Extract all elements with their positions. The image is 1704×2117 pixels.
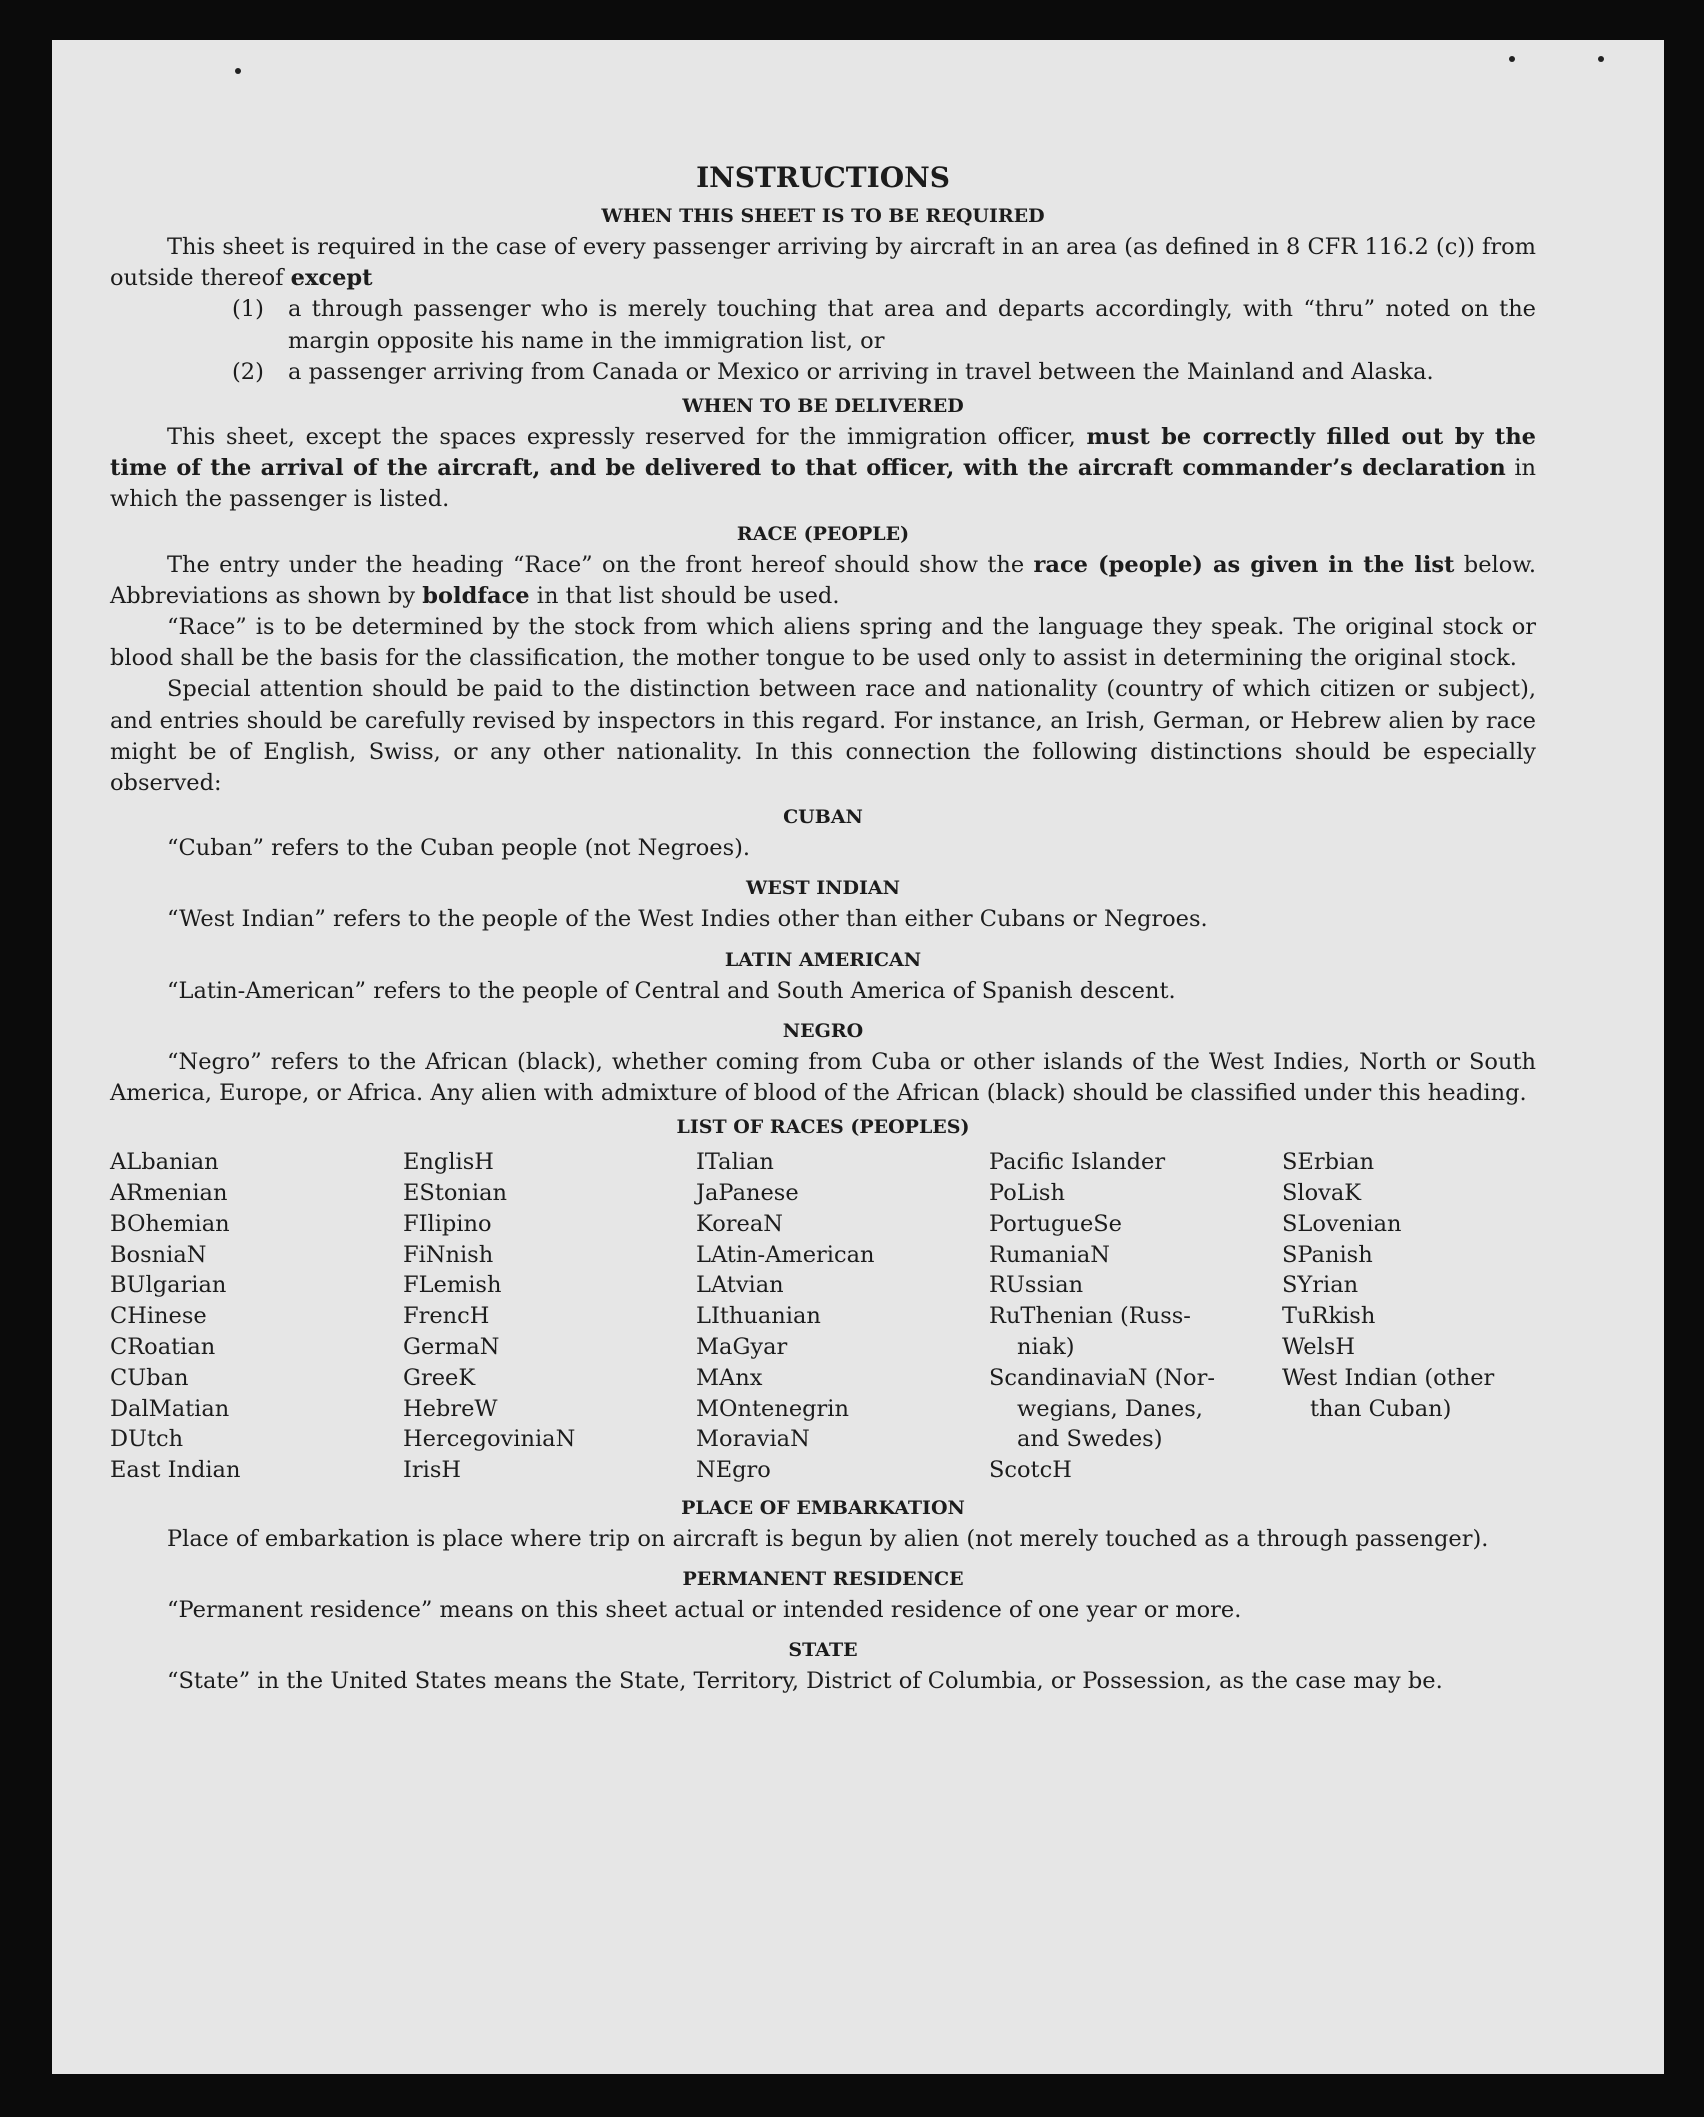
paragraph-residence: “Permanent residence” means on this sheet actual or intended residence of one year or more.	[167, 1597, 1242, 1624]
race-entry: GermaN	[403, 1334, 500, 1361]
race-entry: PoLish	[989, 1180, 1065, 1207]
paragraph-embarkation: Place of embarkation is place where trip on aircraft is begun by alien (not merely touched as a through passenger).	[167, 1526, 1489, 1553]
heading-when-required: WHEN THIS SHEET IS TO BE REQUIRED	[601, 205, 1045, 227]
race-entry: West Indian (other	[1282, 1364, 1495, 1391]
race-entry-continuation	[989, 1394, 1282, 1425]
delivered-text-end: in which the passenger is listed.	[110, 455, 1537, 513]
race-entry: IrisH	[403, 1457, 462, 1484]
heading-cuban: CUBAN	[783, 806, 863, 829]
paragraph-cuban: “Cuban” refers to the Cuban people (not Negroes).	[167, 835, 751, 862]
race-entry: SLovenian	[1282, 1210, 1402, 1237]
continuation-text: and Swedes)	[1017, 1426, 1163, 1453]
punch-mark	[1598, 56, 1604, 62]
heading-negro: NEGRO	[782, 1019, 864, 1042]
punch-mark	[235, 68, 241, 74]
race-bold: race (people) as given in the list	[1033, 551, 1455, 578]
race-entry: KoreaN	[696, 1210, 783, 1237]
list-text: a through passenger who is merely touching that area and departs accordingly, with “thru” noted on the margin opposite his name in the immigration list, or	[288, 296, 1536, 354]
continuation-text: than Cuban)	[1310, 1395, 1452, 1422]
race-entry: FIlipino	[403, 1210, 492, 1237]
race-text: in that list should be used.	[536, 582, 840, 609]
race-entry: MaGyar	[696, 1334, 788, 1361]
race-entry: RuThenian (Russ-	[989, 1303, 1191, 1330]
race-entry: LAtvian	[696, 1272, 784, 1299]
race-entry: JaPanese	[696, 1180, 799, 1207]
required-list-item	[110, 294, 1536, 356]
race-entry: ALbanian	[110, 1149, 219, 1176]
race-entry: HercegoviniaN	[403, 1426, 576, 1453]
delivered-text: This sheet, except the spaces expressly reserved for the immigration officer,	[167, 424, 1076, 451]
paragraph-race-3: Special attention should be paid to the distinction between race and nationality (country of which citizen or subject), and entries should be carefully revised by inspectors in this regard. For instance, an Irish, German, or Hebrew alien by race might be of English, Swiss, or any other nationality. In this connection the following distinctions should be especially observed:	[110, 676, 1536, 797]
race-entry: SlovaK	[1282, 1180, 1362, 1207]
race-entry: East Indian	[110, 1457, 241, 1484]
paragraph-latin-american: “Latin-American” refers to the people of Central and South America of Spanish descent.	[167, 977, 1176, 1004]
race-bold: boldface	[422, 582, 530, 609]
list-text: a passenger arriving from Canada or Mexico or arriving in travel between the Mainland and Alaska.	[288, 358, 1434, 385]
paragraph-delivered	[110, 422, 1536, 516]
race-entry: ITalian	[696, 1149, 774, 1176]
instructions-content	[110, 158, 1536, 1698]
race-entry: DalMatian	[110, 1395, 230, 1422]
race-entry: CRoatian	[110, 1334, 216, 1361]
heading-when-delivered: WHEN TO BE DELIVERED	[682, 395, 964, 418]
race-entry: BOhemian	[110, 1210, 230, 1237]
race-entry: WelsH	[1282, 1334, 1355, 1361]
race-entry: EnglisH	[403, 1149, 494, 1176]
continuation-text: niak)	[1017, 1334, 1075, 1361]
races-column	[989, 1147, 1282, 1486]
race-entry: MoraviaN	[696, 1426, 810, 1453]
race-entry: DUtch	[110, 1426, 184, 1453]
race-entry: ScotcH	[989, 1457, 1072, 1484]
race-entry: ARmenian	[110, 1180, 228, 1207]
heading-list-of-races: LIST OF RACES (PEOPLES)	[676, 1116, 970, 1139]
race-entry: MAnx	[696, 1364, 763, 1391]
races-column	[696, 1147, 989, 1486]
races-table	[110, 1147, 1536, 1486]
race-text: below. Abbreviations as shown by	[110, 551, 1536, 609]
race-entry: EStonian	[403, 1180, 508, 1207]
races-column	[1282, 1147, 1536, 1486]
races-column	[110, 1147, 403, 1486]
race-entry: GreeK	[403, 1364, 476, 1391]
race-entry: RumaniaN	[989, 1241, 1110, 1268]
race-entry-continuation	[989, 1332, 1282, 1363]
list-number: (1)	[232, 296, 264, 323]
races-column	[403, 1147, 696, 1486]
race-entry: FrencH	[403, 1303, 490, 1330]
race-entry: BUlgarian	[110, 1272, 227, 1299]
continuation-text: wegians, Danes,	[1017, 1395, 1203, 1422]
document-sheet	[52, 40, 1664, 2074]
paragraph-required-intro	[110, 232, 1536, 294]
paragraph-race-2: “Race” is to be determined by the stock from which aliens spring and the language they speak. The original stock or blood shall be the basis for the classification, the mother tongue to be used only to assist in determining the original stock.	[110, 614, 1536, 672]
heading-state: STATE	[788, 1639, 858, 1662]
heading-west-indian: WEST INDIAN	[745, 877, 901, 900]
race-entry: BosniaN	[110, 1241, 207, 1268]
race-entry: TuRkish	[1282, 1303, 1376, 1330]
race-entry: FiNnish	[403, 1241, 494, 1268]
heading-race: RACE (PEOPLE)	[736, 522, 910, 545]
race-entry: CUban	[110, 1364, 189, 1391]
required-intro-text: This sheet is required in the case of every passenger arriving by aircraft in an area (as defined in 8 CFR 116.2 (c)) from outside thereof	[110, 234, 1536, 292]
race-text: The entry under the heading “Race” on the front hereof should show the	[167, 551, 1025, 578]
heading-permanent-residence: PERMANENT RESIDENCE	[682, 1568, 964, 1591]
required-intro-bold: except	[290, 265, 373, 292]
race-entry: ScandinaviaN (Nor-	[989, 1364, 1215, 1391]
race-entry: MOntenegrin	[696, 1395, 849, 1422]
punch-mark	[1509, 56, 1515, 62]
race-entry: SYrian	[1282, 1272, 1359, 1299]
race-entry: HebreW	[403, 1395, 498, 1422]
race-entry: PortugueSe	[989, 1210, 1123, 1237]
race-entry-continuation	[989, 1424, 1282, 1455]
page-title: INSTRUCTIONS	[696, 161, 950, 194]
paragraph-west-indian: “West Indian” refers to the people of the West Indies other than either Cubans or Negroes.	[167, 906, 1208, 933]
race-entry: Pacific Islander	[989, 1149, 1166, 1176]
required-list-item	[110, 357, 1536, 388]
delivered-bold: must be correctly filled out by the time of the arrival of the aircraft, and be delivered to that officer, with the aircraft commander’s declaration	[110, 424, 1537, 482]
race-entry-continuation	[1282, 1394, 1536, 1425]
race-entry: SPanish	[1282, 1241, 1373, 1268]
race-entry: CHinese	[110, 1303, 207, 1330]
paragraph-negro: “Negro” refers to the African (black), whether coming from Cuba or other islands of the West Indies, North or South America, Europe, or Africa. Any alien with admixture of blood of the African (black) should be classified under this heading.	[110, 1048, 1536, 1107]
heading-latin-american: LATIN AMERICAN	[724, 948, 922, 971]
race-entry: LIthuanian	[696, 1303, 821, 1330]
heading-place-of-embarkation: PLACE OF EMBARKATION	[681, 1497, 965, 1520]
race-entry: LAtin-American	[696, 1241, 875, 1268]
race-entry: FLemish	[403, 1272, 502, 1299]
paragraph-state: “State” in the United States means the State, Territory, District of Columbia, or Possession, as the case may be.	[167, 1668, 1443, 1695]
paragraph-race-1	[110, 550, 1536, 612]
race-entry: NEgro	[696, 1457, 771, 1484]
race-entry: SErbian	[1282, 1149, 1375, 1176]
race-entry: RUssian	[989, 1272, 1084, 1299]
list-number: (2)	[232, 358, 264, 385]
